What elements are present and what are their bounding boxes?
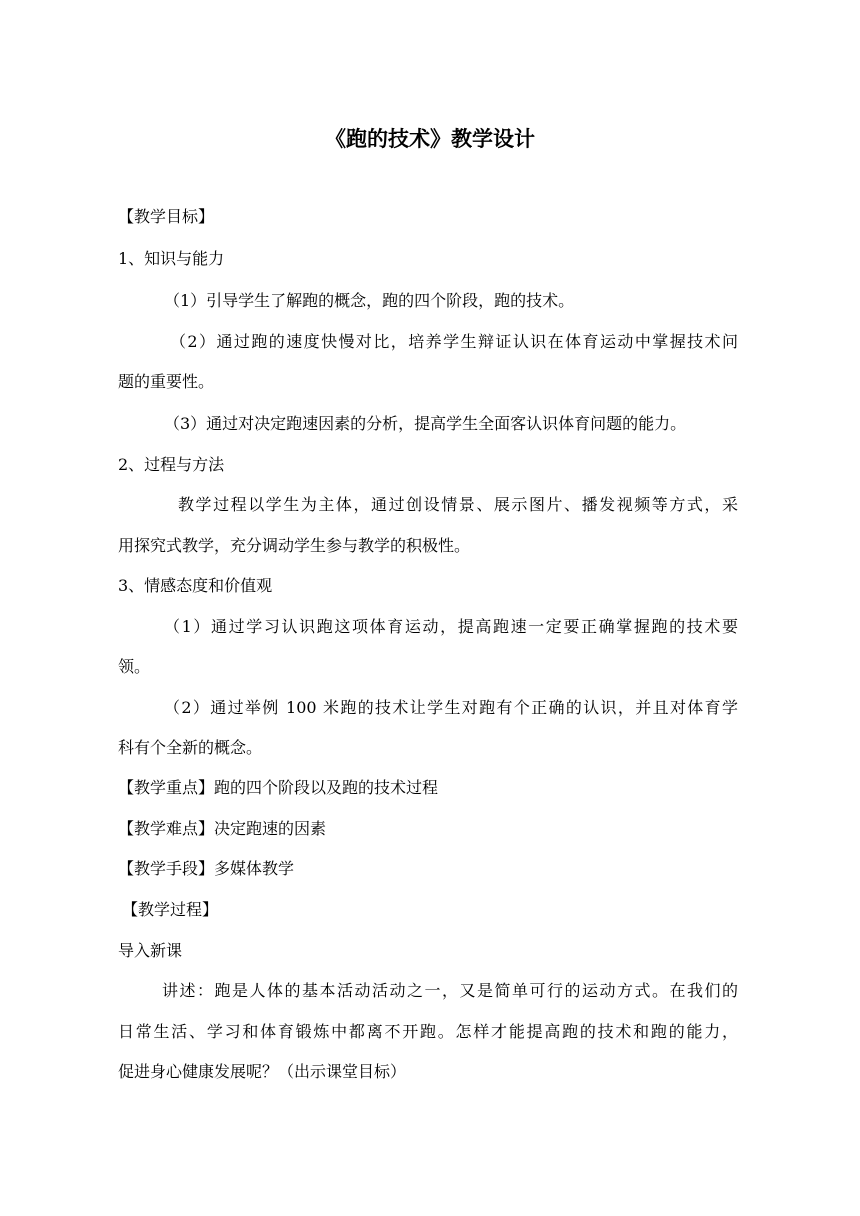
section-heading-key-points: 【教学重点】跑的四个阶段以及跑的技术过程 bbox=[118, 778, 439, 797]
paragraph-line: 科有个全新的概念。 bbox=[118, 738, 263, 757]
section-heading-means: 【教学手段】多媒体教学 bbox=[118, 859, 295, 878]
section-heading-difficulties: 【教学难点】决定跑速的因素 bbox=[118, 819, 327, 838]
paragraph-line: 用探究式教学，充分调动学生参与教学的积极性。 bbox=[118, 536, 471, 555]
paragraph-line: （1）引导学生了解跑的概念，跑的四个阶段，跑的技术。 bbox=[164, 291, 575, 310]
paragraph-line: 领。 bbox=[118, 657, 151, 676]
paragraph-line: 日常生活、学习和体育锻炼中都离不开跑。怎样才能提高跑的技术和跑的能力， bbox=[118, 1022, 738, 1041]
paragraph-line: （1）通过学习认识跑这项体育运动，提高跑速一定要正确掌握跑的技术要 bbox=[164, 617, 738, 636]
section-heading-process: 【教学过程】 bbox=[122, 900, 219, 919]
paragraph-line: 促进身心健康发展呢？（出示课堂目标） bbox=[118, 1062, 407, 1081]
paragraph-line: 题的重要性。 bbox=[118, 372, 215, 391]
paragraph-line: 教学过程以学生为主体，通过创设情景、展示图片、播发视频等方式，采 bbox=[178, 495, 738, 514]
paragraph-line: （3）通过对决定跑速因素的分析，提高学生全面客认识体育问题的能力。 bbox=[164, 414, 687, 433]
paragraph-line: （2）通过举例 100 米跑的技术让学生对跑有个正确的认识，并且对体育学 bbox=[164, 698, 738, 717]
subheading-introduction: 导入新课 bbox=[118, 941, 183, 960]
paragraph-line: 讲述：跑是人体的基本活动活动之一，又是简单可行的运动方式。在我们的 bbox=[162, 981, 738, 1000]
paragraph-line: （2）通过跑的速度快慢对比，培养学生辩证认识在体育运动中掌握技术问 bbox=[170, 332, 738, 351]
subheading-attitude-values: 3、情感态度和价值观 bbox=[118, 576, 273, 595]
section-heading-objectives: 【教学目标】 bbox=[118, 207, 215, 226]
subheading-process-method: 2、过程与方法 bbox=[118, 455, 225, 474]
subheading-knowledge-ability: 1、知识与能力 bbox=[118, 249, 225, 268]
document-title: 《跑的技术》教学设计 bbox=[325, 127, 535, 151]
